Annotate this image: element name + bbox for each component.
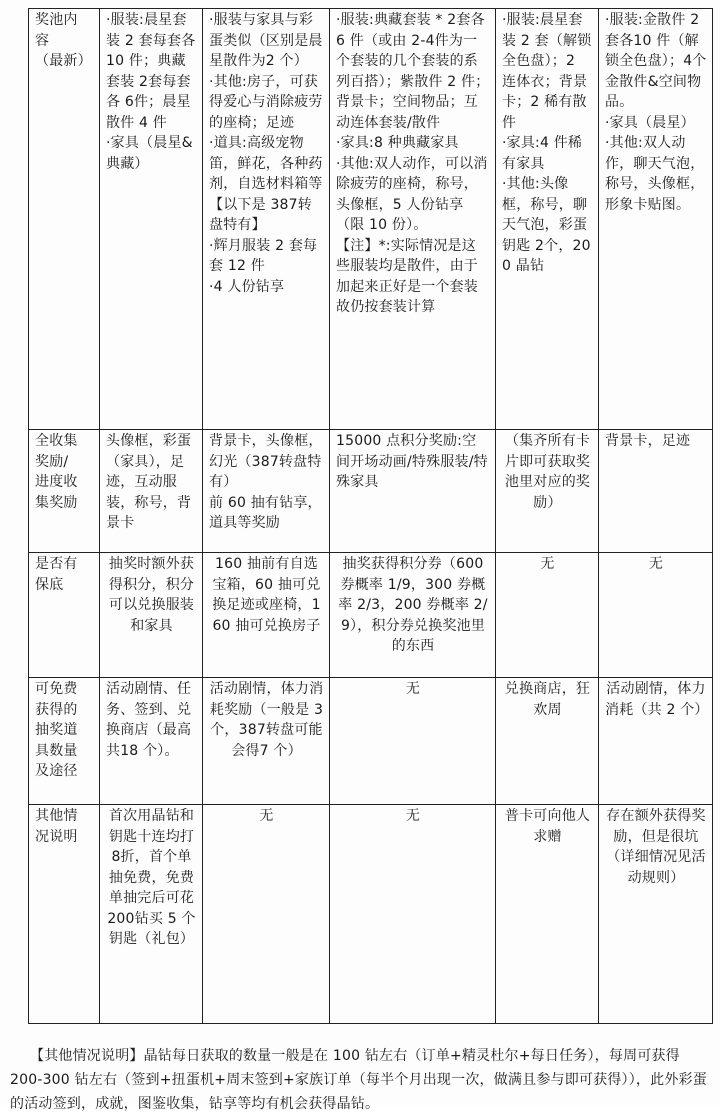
- row-header-collection-rewards: 全收集 奖励/ 进度收 集奖励: [29, 430, 100, 553]
- table-cell: 背景卡，足迹: [599, 430, 713, 553]
- table-cell: 首次用晶钻和钥匙十连均打 8折，首个单抽免费，免费单抽完后可花 200钻买 5 个钥匙（礼包）: [100, 805, 203, 1024]
- row-header-pity: 是否有 保底: [29, 553, 100, 678]
- table-row-free-draw-items: [29, 678, 713, 805]
- table-cell: ·服装:晨星套装 2 套每套各 10 件；典藏套装 2套每套各 6件；晨星散件 4 件 ·家具（晨星&典藏）: [100, 9, 203, 430]
- table-cell: 兑换商店，狂欢周: [496, 678, 599, 805]
- table-cell: ·服装:晨星套装 2 套（解锁全色盘）；2 连体衣；背景卡；2 稀有散件 ·家具:4 件稀有家具 ·其他:头像框，称号，聊天气泡，彩蛋钥匙 2个，200 晶钻: [496, 9, 599, 430]
- table-cell: ·服装:典藏套装 * 2套各 6 件（或由 2-4件为一个套装的几个套装的系列百搭）；紫散件 2 件；背景卡；空间物品；互动连体套装/散件 ·家具:8 种典藏家具 ·其他:双人动作，可以消除疲劳的座椅，称号，头像框，5 人份钻享（限 10 份）。 【注】*:实际情况是这些服装均是散件，由于加起来正好是一个套装故仍按套装计算: [330, 9, 496, 430]
- row-header-other-notes: 其他情 况说明: [29, 805, 100, 1024]
- table-cell: 无: [496, 553, 599, 678]
- row-header-pool-contents: 奖池内 容 （最新）: [29, 9, 100, 430]
- table-cell: 活动剧情，体力消耗奖励（一般是 3 个，387转盘可能会得7 个）: [203, 678, 330, 805]
- table-cell: 无: [599, 553, 713, 678]
- table-cell: 无: [330, 805, 496, 1024]
- table-cell: 无: [203, 805, 330, 1024]
- table-cell: （集齐所有卡片即可获取奖池里对应的奖励）: [496, 430, 599, 553]
- footnote-paragraph: 【其他情况说明】晶钻每日获取的数量一般是在 100 钻左右（订单+精灵杜尔+每日任务），每周可获得 200-300 钻左右（签到+扭蛋机+周末签到+家族订单（每半个月出现一次，做满且参与即可获得）），此外彩蛋的活动签到，成就，图鉴收集，钻享等均有机会获得晶钻。: [10, 1048, 707, 1112]
- table-row-pity: [29, 553, 713, 678]
- table-cell: 15000 点积分奖励:空间开场动画/特殊服装/特殊家具: [330, 430, 496, 553]
- table-row-collection-rewards: [29, 430, 713, 553]
- row-header-free-draw-items: 可免费 获得的 抽奖道 具数量 及途径: [29, 678, 100, 805]
- table-cell: 160 抽前有自选宝箱，60 抽可兑换足迹或座椅，160 抽可兑换房子: [203, 553, 330, 678]
- table-cell: 活动剧情、任务、签到、兑换商店（最高共18 个）。: [100, 678, 203, 805]
- table-cell: 抽奖获得积分券（600 券概率 1/9，300 券概率 2/3，200 券概率 2/9），积分券兑换奖池里的东西: [330, 553, 496, 678]
- table-cell: 活动剧情，体力消耗（共 2 个）: [599, 678, 713, 805]
- table-cell: 普卡可向他人求赠: [496, 805, 599, 1024]
- table-row-pool-contents: [29, 9, 713, 430]
- table-cell: 背景卡，头像框，幻光（387转盘特有） 前 60 抽有钻享，道具等奖励: [203, 430, 330, 553]
- table-cell: 抽奖时额外获得积分，积分可以兑换服装和家具: [100, 553, 203, 678]
- table-cell: 头像框，彩蛋（家具），足迹，互动服装，称号，背景卡: [100, 430, 203, 553]
- table-cell: 存在额外获得奖励，但是很坑（详细情况见活动规则）: [599, 805, 713, 1024]
- table-row-other-notes: [29, 805, 713, 1024]
- gacha-comparison-table: [28, 8, 713, 1024]
- table-cell: ·服装:金散件 2 套各10 件（解锁全色盘）；4个金散件&空间物品。 ·家具（晨星） ·其他:双人动作，聊天气泡，称号，头像框，形象卡贴图。: [599, 9, 713, 430]
- table-cell: 无: [330, 678, 496, 805]
- table-cell: ·服装与家具与彩蛋类似（区别是晨星散件为2 个） ·其他:房子，可获得爱心与消除疲劳的座椅；足迹 ·道具:高级宠物笛，鲜花，各种药剂，自选材料箱等 【以下是 387转盘特有】 ·辉月服装 2 套每套 12 件 ·4 人份钻享: [203, 9, 330, 430]
